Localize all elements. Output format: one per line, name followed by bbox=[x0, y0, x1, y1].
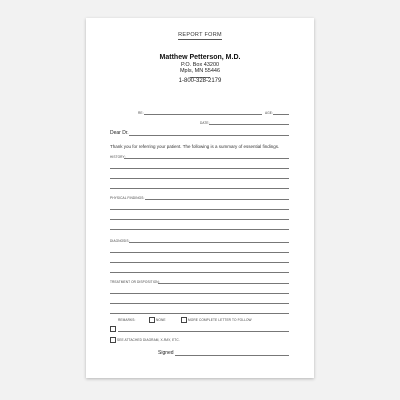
see-attached-checkbox[interactable] bbox=[110, 337, 116, 343]
diagnosis-line[interactable] bbox=[129, 242, 289, 243]
more-complete-letter-label: MORE COMPLETE LETTER TO FOLLOW bbox=[188, 318, 252, 322]
history-line[interactable] bbox=[124, 158, 289, 159]
intro-text: Thank you for referring your patient. The following is a summary of essential findings. bbox=[110, 144, 280, 149]
address-line-2: Mpls, MN 55446 bbox=[179, 68, 221, 74]
other-line[interactable] bbox=[118, 331, 289, 332]
none-checkbox[interactable] bbox=[149, 317, 155, 323]
see-attached-label: SEE ATTACHED DIAGRAM, X-RAY, ETC. bbox=[117, 338, 180, 342]
physical-findings-line[interactable] bbox=[110, 219, 289, 220]
address-line-1: P.O. Box 43200 bbox=[180, 62, 220, 68]
age-field[interactable] bbox=[273, 114, 289, 115]
doctor-name-field[interactable] bbox=[129, 135, 289, 136]
treatment-line[interactable] bbox=[110, 313, 289, 314]
more-complete-letter-checkbox[interactable] bbox=[181, 317, 187, 323]
doctor-name: Matthew Petterson, M.D. bbox=[159, 54, 241, 61]
phone-number: 1-800-328-2179 bbox=[178, 78, 222, 84]
history-label: HISTORY: bbox=[110, 155, 126, 159]
diagnosis-line[interactable] bbox=[110, 272, 289, 273]
treatment-line[interactable] bbox=[110, 293, 289, 294]
signed-label: Signed bbox=[158, 350, 174, 356]
re-label: RE: bbox=[138, 111, 144, 115]
physical-findings-line[interactable] bbox=[145, 199, 289, 200]
treatment-line[interactable] bbox=[110, 303, 289, 304]
physical-findings-label: PHYSICAL FINDINGS: bbox=[110, 196, 145, 200]
none-label: NONE bbox=[156, 318, 166, 322]
other-checkbox[interactable] bbox=[110, 326, 116, 332]
treatment-label: TREATMENT OR DISPOSITION: bbox=[110, 280, 160, 284]
physical-findings-line[interactable] bbox=[110, 209, 289, 210]
age-label: AGE: bbox=[265, 111, 274, 115]
physical-findings-line[interactable] bbox=[110, 229, 289, 230]
treatment-line[interactable] bbox=[158, 283, 289, 284]
salutation: Dear Dr. bbox=[110, 130, 129, 136]
re-field[interactable] bbox=[144, 114, 262, 115]
form-title: REPORT FORM bbox=[178, 32, 222, 38]
remarks-label: REMARKS: bbox=[118, 318, 136, 322]
date-label: DATE: bbox=[200, 121, 210, 125]
history-line[interactable] bbox=[110, 188, 289, 189]
report-form-sheet bbox=[86, 18, 314, 378]
history-line[interactable] bbox=[110, 168, 289, 169]
diagnosis-line[interactable] bbox=[110, 262, 289, 263]
date-field[interactable] bbox=[209, 124, 289, 125]
diagnosis-label: DIAGNOSIS: bbox=[110, 239, 130, 243]
signature-line[interactable] bbox=[175, 355, 289, 356]
diagnosis-line[interactable] bbox=[110, 252, 289, 253]
history-line[interactable] bbox=[110, 178, 289, 179]
